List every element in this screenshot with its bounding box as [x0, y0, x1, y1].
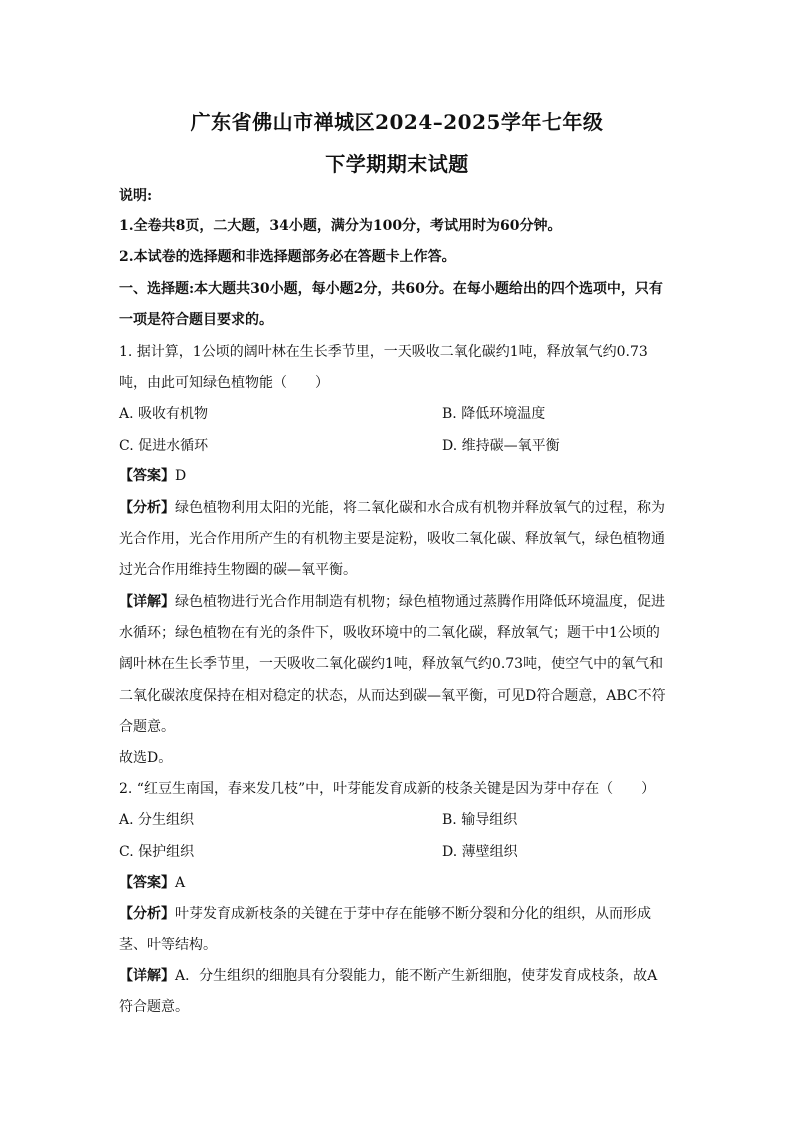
- q1-stem-line2: 吨，由此可知绿色植物能（ ）: [119, 375, 329, 391]
- q1-detail-line4: 二氧化碳浓度保持在相对稳定的状态，从而达到碳—氧平衡，可见D符合题意，ABC不符: [119, 688, 666, 704]
- analysis-text: 叶芽发育成新枝条的关键在于芽中存在能够不断分裂和分化的组织，从而形成: [175, 906, 651, 922]
- q2-analysis-line2: 茎、叶等结构。: [119, 937, 217, 953]
- exam-title-line1: 广东省佛山市禅城区2024–2025学年七年级: [190, 110, 604, 134]
- q1-detail-line3: 阔叶林在生长季节里，一天吸收二氧化碳约1吨，释放氧气约0.73吨，使空气中的氧气和: [119, 656, 664, 672]
- answer-label: 【答案】: [119, 875, 175, 891]
- section-heading-line2: 一项是符合题目要求的。: [119, 312, 273, 328]
- q2-detail-line1: [119, 966, 679, 986]
- q1-option-d: D. 维持碳—氧平衡: [442, 438, 560, 454]
- q2-analysis-line1: [119, 904, 679, 924]
- q2-detail-line2: 符合题意。: [119, 999, 189, 1015]
- q1-stem-line1: 1. 据计算，1公顷的阔叶林在生长季节里，一天吸收二氧化碳约1吨，释放氧气约0.73: [119, 344, 648, 360]
- q1-detail-line5: 合题意。: [119, 719, 175, 735]
- q1-option-a: A. 吸收有机物: [119, 406, 209, 422]
- detail-label: 【详解】: [119, 968, 175, 984]
- detail-text: A．分生组织的细胞具有分裂能力，能不断产生新细胞，使芽发育成枝条，故A: [175, 968, 658, 984]
- section-heading-line1: 一、选择题:本大题共30小题，每小题2分，共60分。在每小题给出的四个选项中，只有: [119, 281, 663, 297]
- q2-option-a: A. 分生组织: [119, 812, 195, 828]
- q1-analysis-line1: [119, 498, 679, 518]
- q2-stem-line1: 2. “红豆生南国，春来发几枝”中，叶芽能发育成新的枝条关键是因为芽中存在（ ）: [119, 781, 656, 797]
- q1-option-c: C. 促进水循环: [119, 438, 209, 454]
- instruction-item-1: 1.全卷共8页，二大题，34小题，满分为100分，考试用时为60分钟。: [119, 218, 562, 234]
- instruction-item-2: 2.本试卷的选择题和非选择题部务必在答题卡上作答。: [119, 249, 456, 265]
- q2-option-b: B. 输导组织: [442, 812, 518, 828]
- q1-analysis-line2: 光合作用，光合作用所产生的有机物主要是淀粉，吸收二氧化碳、释放氧气，绿色植物通: [119, 531, 665, 547]
- analysis-label: 【分析】: [119, 500, 175, 516]
- answer-label: 【答案】: [119, 468, 175, 484]
- exam-title-line2: 下学期期末试题: [325, 152, 469, 176]
- q2-option-c: C. 保护组织: [119, 844, 195, 860]
- analysis-text: 绿色植物利用太阳的光能，将二氧化碳和水合成有机物并释放氧气的过程，称为: [175, 500, 665, 516]
- q1-analysis-line3: 过光合作用维持生物圈的碳—氧平衡。: [119, 562, 357, 578]
- instructions-label: 说明:: [119, 188, 153, 204]
- q1-detail-line1: [119, 592, 679, 612]
- answer-value: D: [175, 468, 187, 484]
- q2-answer: [119, 873, 679, 893]
- answer-value: A: [175, 875, 186, 891]
- detail-text: 绿色植物进行光合作用制造有机物；绿色植物通过蒸腾作用降低环境温度，促进: [175, 594, 665, 610]
- analysis-label: 【分析】: [119, 906, 175, 922]
- q1-option-b: B. 降低环境温度: [442, 406, 546, 422]
- detail-label: 【详解】: [119, 594, 175, 610]
- q1-answer: [119, 466, 679, 486]
- q1-detail-line2: 水循环；绿色植物在有光的条件下，吸收环境中的二氧化碳，释放氧气；题干中1公顷的: [119, 625, 660, 641]
- q2-option-d: D. 薄壁组织: [442, 844, 518, 860]
- q1-conclusion: 故选D。: [119, 750, 173, 766]
